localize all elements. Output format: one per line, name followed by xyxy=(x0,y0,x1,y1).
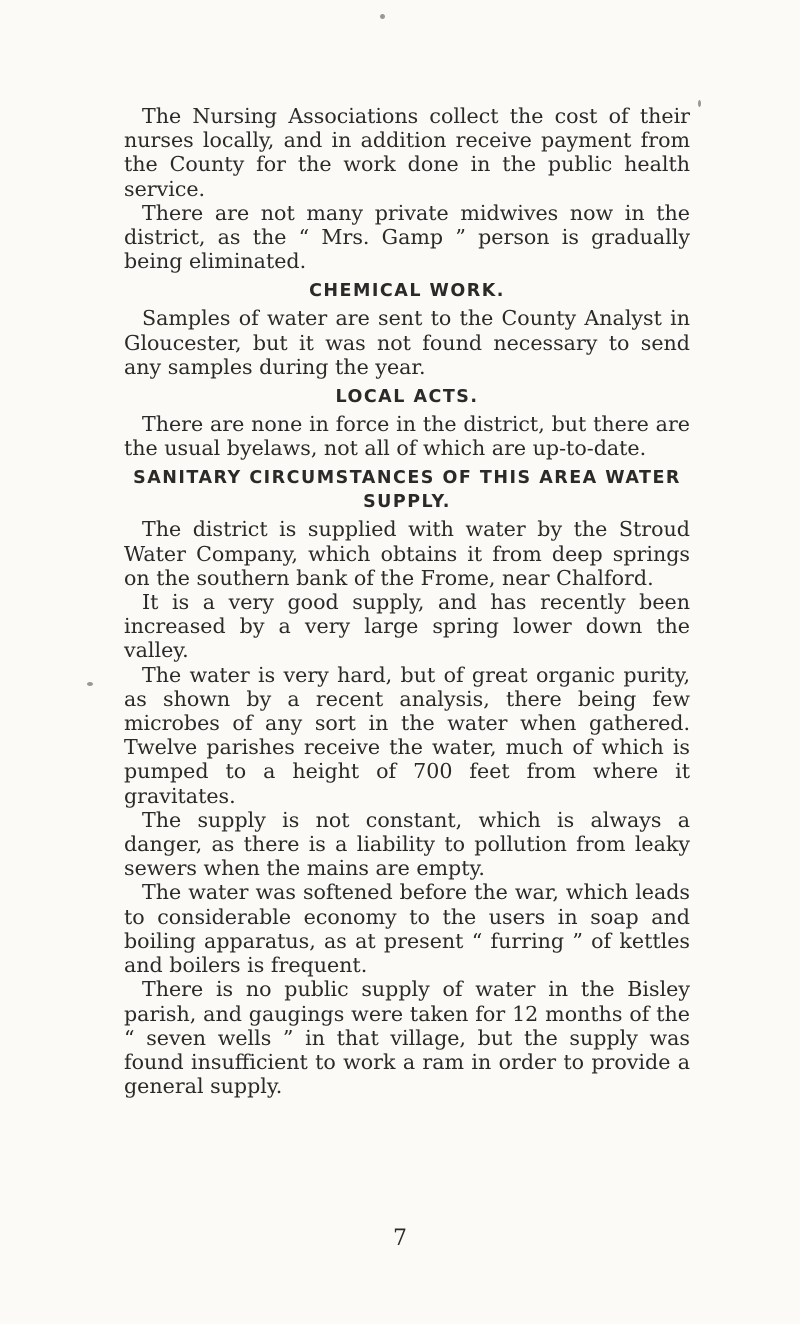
heading-sanitary-circumstances: SANITARY CIRCUMSTANCES OF THIS AREA WATER SUPPLY. xyxy=(133,468,681,513)
paper-speck xyxy=(698,100,701,107)
paper-speck xyxy=(380,14,385,19)
heading-chemical-work: CHEMICAL WORK. xyxy=(309,281,505,302)
paragraph-bisley: There is no public supply of water in the Bisley parish, and gaugings were taken for 12 months of the “ seven wells ” in that village, but the supply was found insufficient to work a ram in order to provide a general supply. xyxy=(124,977,690,1099)
paragraph-hard-water: The water is very hard, but of great organic purity, as shown by a recent analysis, there being few microbes of any sort in the water when gathered. Twelve parishes receive the water, much of which is pumped to a height of 700 feet from where it gravitates. xyxy=(124,662,690,808)
page-number: 7 xyxy=(393,1226,407,1251)
paper-speck xyxy=(87,682,93,686)
paragraph-softened: The water was softened before the war, which leads to considerable economy to the users in soap and boiling apparatus, as at present “ furring ” of kettles and boilers is frequent. xyxy=(124,880,690,978)
paragraph-good-supply: It is a very good supply, and has recently been increased by a very large spring lower down the valley. xyxy=(124,590,690,663)
document-page xyxy=(124,104,690,1098)
paragraph-water-company: The district is supplied with water by the Stroud Water Company, which obtains it from deep springs on the southern bank of the Frome, near Chalford. xyxy=(124,517,690,590)
paragraph-midwives: There are not many private midwives now in the district, as the “ Mrs. Gamp ” person is gradually being eliminated. xyxy=(124,200,690,274)
heading-local-acts: LOCAL ACTS. xyxy=(335,387,479,408)
paragraph-not-constant: The supply is not constant, which is always a danger, as there is a liability to pollution from leaky sewers when the mains are empty. xyxy=(124,807,690,881)
paragraph-byelaws: There are none in force in the district, but there are the usual byelaws, not all of which are up-to-date. xyxy=(124,412,690,461)
paragraph-nursing-associations: The Nursing Associations collect the cost of their nurses locally, and in addition receive payment from the County for the work done in the public health service. xyxy=(124,104,690,201)
paragraph-samples: Samples of water are sent to the County Analyst in Gloucester, but it was not found necessary to send any samples during the year. xyxy=(124,306,690,379)
